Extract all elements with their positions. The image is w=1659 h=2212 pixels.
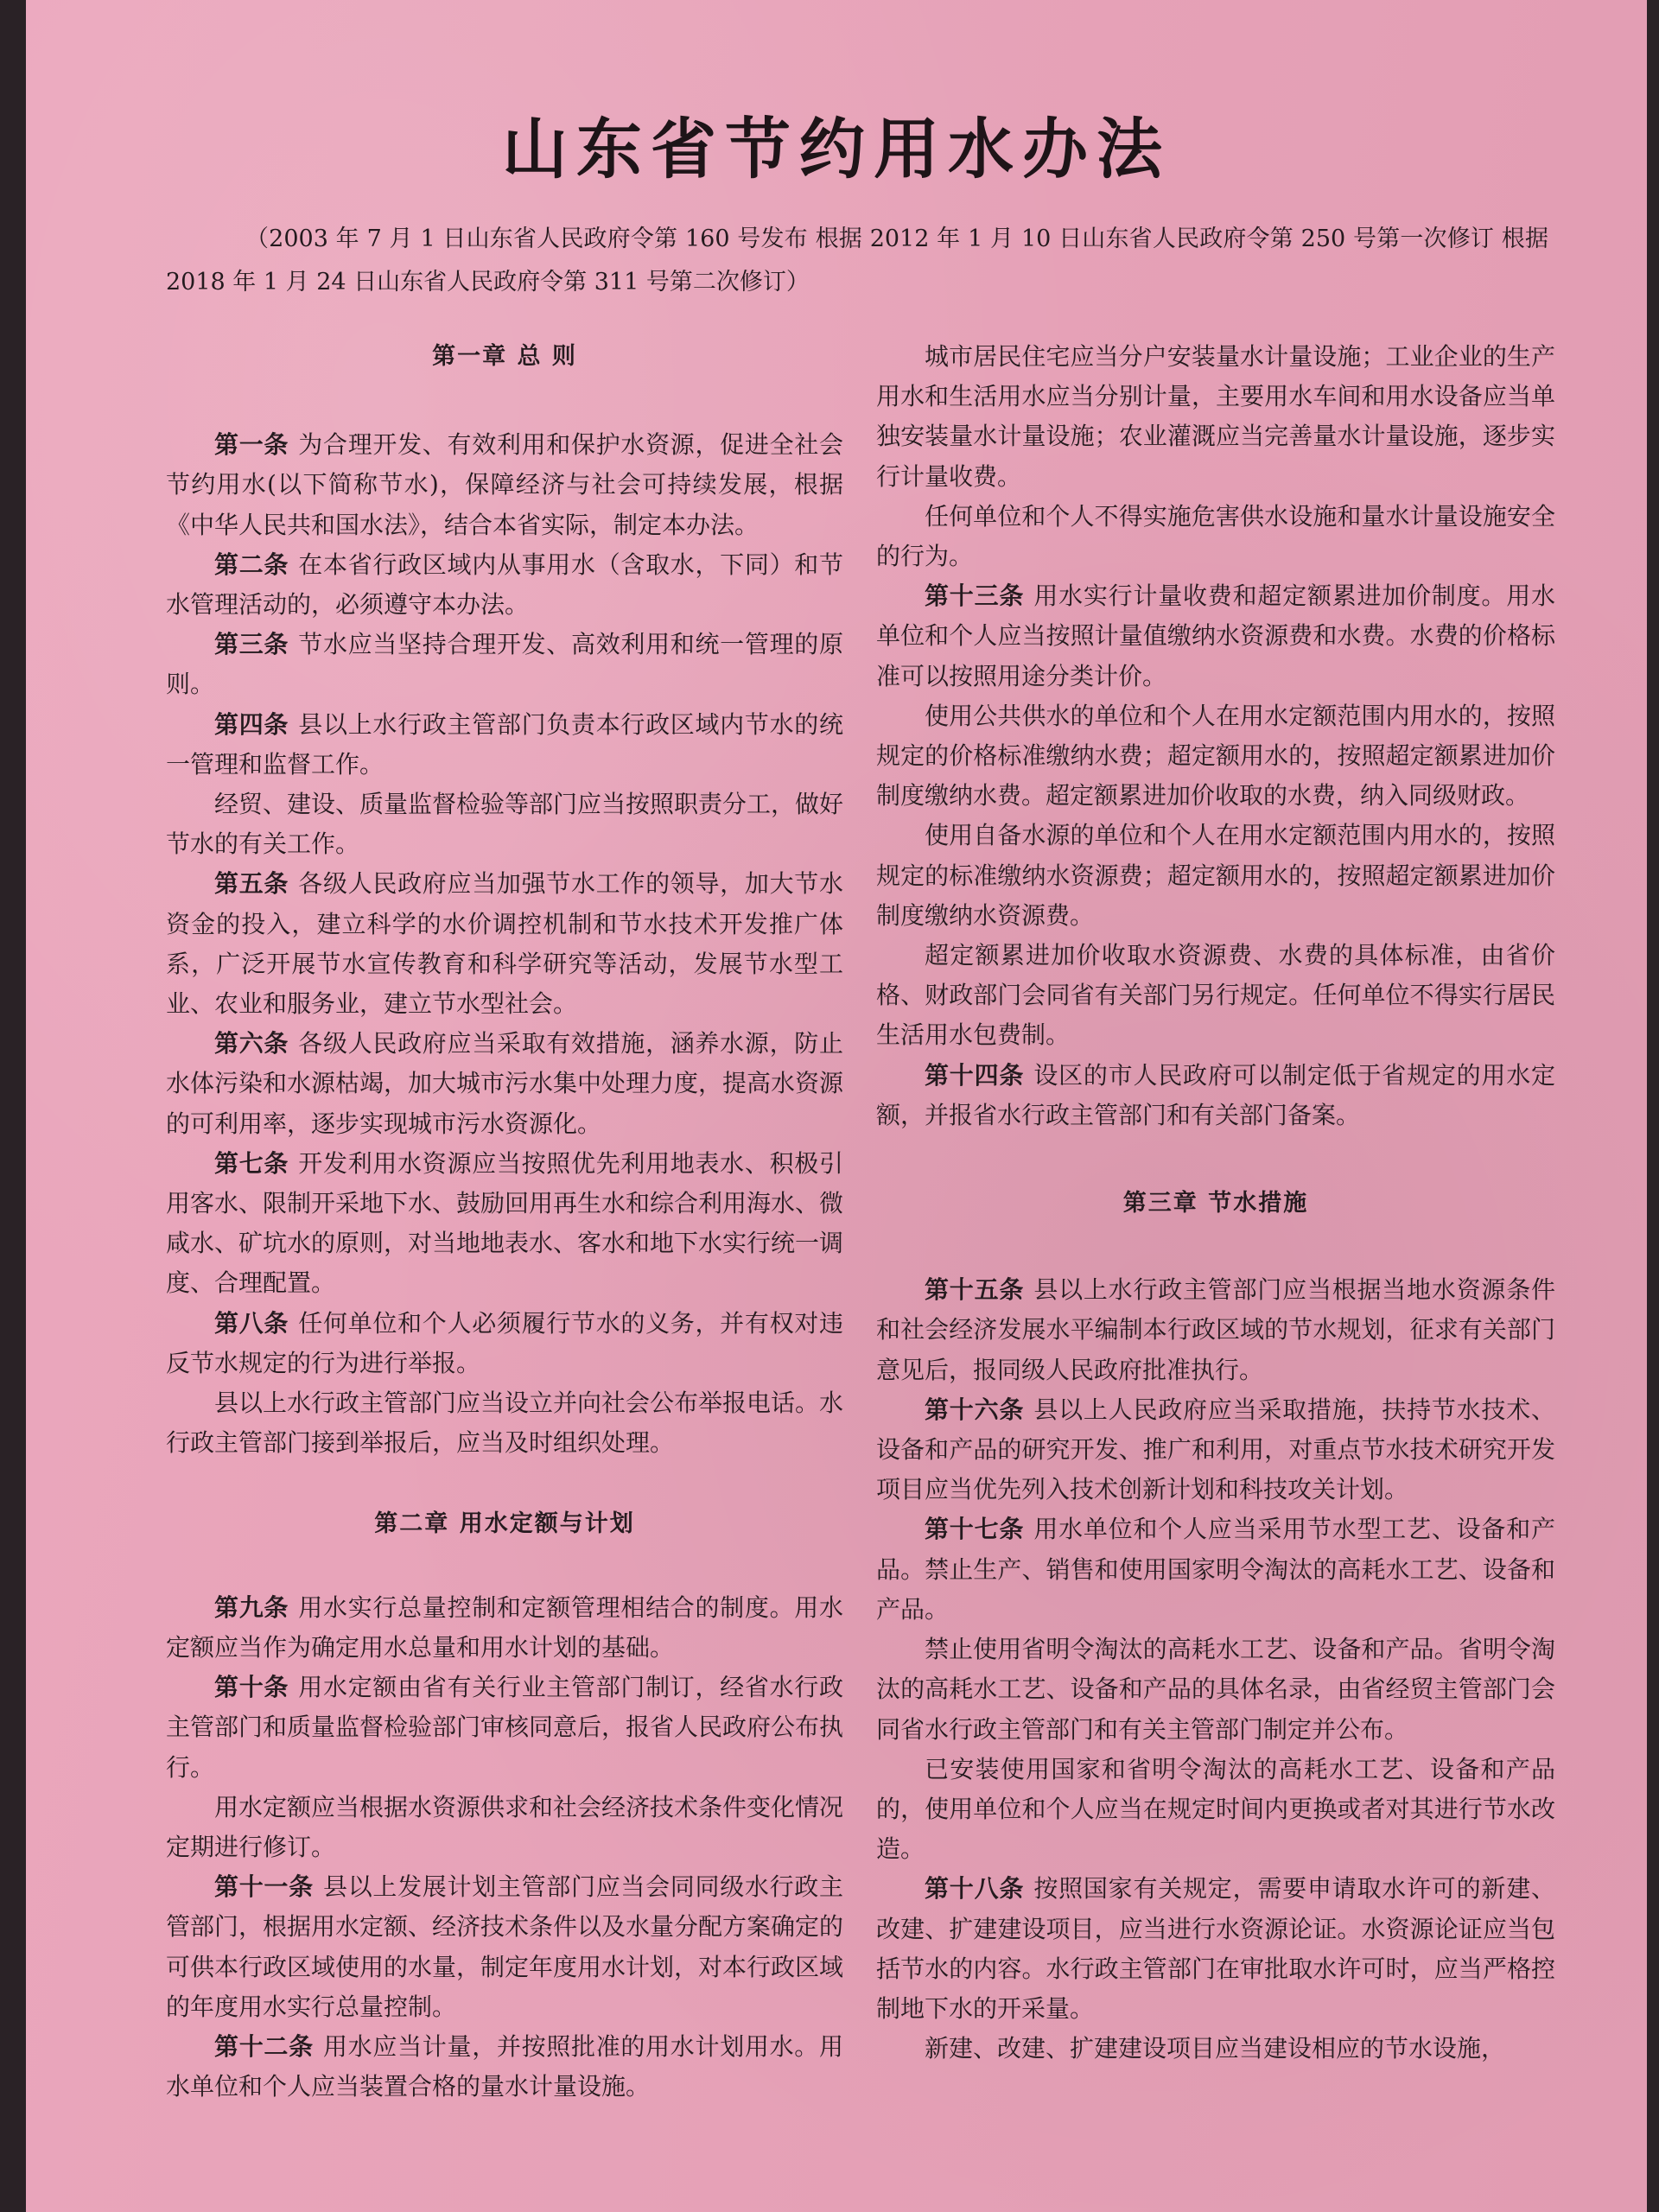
- article-paragraph: [876, 576, 1555, 696]
- continuation-paragraph: [876, 337, 1555, 497]
- article-text: 用水实行计量收费和超定额累进加价制度。用水单位和个人应当按照计量值缴纳水资源费和水费。水费的价格标准可以按照用途分类计价。: [876, 582, 1555, 690]
- article-paragraph: [166, 1144, 843, 1304]
- article-label: 第十六条: [925, 1395, 1025, 1424]
- article-label: 第一条: [214, 430, 289, 460]
- chapter-heading-2: 第二章 用水定额与计划: [374, 1510, 635, 1538]
- article-text: 超定额累进加价收取水资源费、水费的具体标准，由省价格、财政部门会同省有关部门另行规定。任何单位不得实行居民生活用水包费制。: [876, 941, 1555, 1050]
- article-text: 县以上水行政主管部门负责本行政区域内节水的统一管理和监督工作。: [166, 709, 843, 779]
- article-text: 用水定额由省有关行业主管部门制订，经省水行政主管部门和质量监督检验部门审核同意后，报省人民政府公布执行。: [166, 1673, 844, 1782]
- continuation-paragraph: [876, 816, 1555, 936]
- article-text: 经贸、建设、质量监督检验等部门应当按照职责分工，做好节水的有关工作。: [166, 790, 844, 859]
- article-text: 在本省行政区域内从事用水（含取水，下同）和节水管理活动的，必须遵守本办法。: [166, 550, 843, 620]
- article-paragraph: [166, 425, 843, 545]
- article-text: 使用公共供水的单位和个人在用水定额范围内用水的，按照规定的价格标准缴纳水费；超定额用水的，按照超定额累进加价制度缴纳水费。超定额累进加价收取的水费，纳入同级财政。: [876, 701, 1555, 810]
- article-label: 第六条: [214, 1029, 289, 1058]
- article-paragraph: [166, 1304, 843, 1383]
- continuation-paragraph: [876, 2029, 1555, 2069]
- article-text: 已安装使用国家和省明令淘汰的高耗水工艺、设备和产品的，使用单位和个人应当在规定时间内更换或者对其进行节水改造。: [876, 1754, 1555, 1864]
- article-paragraph: [166, 1867, 843, 2027]
- article-text: 节水应当坚持合理开发、高效利用和统一管理的原则。: [166, 630, 843, 699]
- continuation-paragraph: [166, 1383, 843, 1463]
- article-text: 禁止使用省明令淘汰的高耗水工艺、设备和产品。省明令淘汰的高耗水工艺、设备和产品的具体名录，由省经贸主管部门会同省水行政主管部门和有关主管部门制定并公布。: [876, 1635, 1555, 1744]
- chapter-1-articles: [166, 425, 843, 1463]
- chapter-heading-3: 第三章 节水措施: [1122, 1190, 1309, 1217]
- article-label: 第四条: [214, 709, 289, 739]
- article-paragraph: [166, 2027, 843, 2107]
- continuation-paragraph: [876, 696, 1555, 817]
- article-text: 城市居民住宅应当分户安装量水计量设施；工业企业的生产用水和生活用水应当分别计量，主要用水车间和用水设备应当单独安装量水计量设施；农业灌溉应当完善量水计量设施，逐步实行计量收费。: [876, 342, 1555, 491]
- article-text: 县以上发展计划主管部门应当会同同级水行政主管部门，根据用水定额、经济技术条件以及水量分配方案确定的可供本行政区域使用的水量，制定年度用水计划，对本行政区域的年度用水实行总量控制。: [166, 1872, 844, 2021]
- article-label: 第十条: [214, 1673, 289, 1702]
- article-text: 设区的市人民政府可以制定低于省规定的用水定额，并报省水行政主管部门和有关部门备案。: [876, 1060, 1555, 1129]
- article-text: 各级人民政府应当采取有效措施，涵养水源，防止水体污染和水源枯竭，加大城市污水集中处理力度，提高水资源的可利用率，逐步实现城市污水资源化。: [166, 1029, 844, 1138]
- article-paragraph: [876, 1270, 1555, 1390]
- continuation-paragraph: [876, 497, 1555, 576]
- article-label: 第十三条: [925, 582, 1025, 611]
- article-text: 使用自备水源的单位和个人在用水定额范围内用水的，按照规定的标准缴纳水资源费；超定额用水的，按照超定额累进加价制度缴纳水资源费。: [876, 821, 1555, 930]
- article-text: 为合理开发、有效利用和保护水资源，促进全社会节约用水(以下简称节水)，保障经济与社会可持续发展，根据《中华人民共和国水法》，结合本省实际，制定本办法。: [166, 430, 843, 539]
- article-label: 第十八条: [925, 1874, 1025, 1904]
- article-text: 用水定额应当根据水资源供求和社会经济技术条件变化情况定期进行修订。: [166, 1792, 844, 1861]
- document-title: 山东省节约用水办法: [502, 111, 1171, 188]
- article-text: 开发利用水资源应当按照优先利用地表水、积极引用客水、限制开采地下水、鼓励回用再生水和综合利用海水、微咸水、矿坑水的原则，对当地地表水、客水和地下水实行统一调度、合理配置。: [166, 1148, 844, 1298]
- article-label: 第七条: [214, 1148, 289, 1178]
- article-label: 第五条: [214, 869, 289, 899]
- continuation-paragraph: [876, 1630, 1555, 1750]
- continuation-paragraph: [876, 1750, 1555, 1870]
- article-label: 第二条: [214, 550, 289, 579]
- chapter-2-articles: [166, 1588, 843, 2107]
- article-paragraph: [166, 1024, 843, 1144]
- article-text: 县以上水行政主管部门应当根据当地水资源条件和社会经济发展水平编制本行政区域的节水规划，征求有关部门意见后，报同级人民政府批准执行。: [876, 1275, 1555, 1384]
- article-text: 县以上人民政府应当采取措施，扶持节水技术、设备和产品的研究开发、推广和利用，对重点节水技术研究开发项目应当优先列入技术创新计划和科技攻关计划。: [876, 1395, 1555, 1504]
- article-label: 第十五条: [925, 1275, 1025, 1305]
- article-paragraph: [876, 1510, 1555, 1630]
- article-paragraph: [166, 705, 843, 785]
- article-label: 第十四条: [925, 1060, 1025, 1090]
- article-text: 用水单位和个人应当采用节水型工艺、设备和产品。禁止生产、销售和使用国家明令淘汰的高耗水工艺、设备和产品。: [876, 1515, 1555, 1624]
- continuation-paragraph: [166, 1788, 843, 1867]
- article-label: 第九条: [214, 1592, 289, 1622]
- article-label: 第十七条: [925, 1515, 1025, 1544]
- article-text: 按照国家有关规定，需要申请取水许可的新建、改建、扩建建设项目，应当进行水资源论证。水资源论证应当包括节水的内容。水行政主管部门在审批取水许可时，应当严格控制地下水的开采量。: [876, 1874, 1555, 2023]
- right-column: [876, 337, 1555, 2069]
- continuation-paragraph: [876, 936, 1555, 1056]
- article-text: 新建、改建、扩建建设项目应当建设相应的节水设施，: [925, 2034, 1506, 2063]
- article-label: 第十二条: [214, 2031, 314, 2061]
- revision-note: （2003 年 7 月 1 日山东省人民政府令第 160 号发布 根据 2012 年 1 月 10 日山东省人民政府令第 250 号第一次修订 根据 2018 年 1 月 24 日山东省人民政府令第 311 号第二次修订）: [166, 226, 1548, 296]
- article-text: 用水应当计量，并按照批准的用水计划用水。用水单位和个人应当装置合格的量水计量设施。: [166, 2031, 843, 2101]
- article-paragraph: [876, 1869, 1555, 2029]
- continuation-paragraph: [166, 785, 843, 864]
- chapter-heading-1: 第一章 总 则: [432, 343, 577, 370]
- article-text: 任何单位和个人必须履行节水的义务，并有权对违反节水规定的行为进行举报。: [166, 1308, 843, 1377]
- article-label: 第十一条: [214, 1872, 314, 1902]
- article-paragraph: [166, 864, 843, 1024]
- article-paragraph: [166, 1588, 843, 1668]
- left-column: [166, 337, 843, 2107]
- chapter-3-articles: [876, 1270, 1555, 2069]
- chapter-2-articles-continued: [876, 337, 1555, 1135]
- article-paragraph: [166, 545, 843, 625]
- article-paragraph: [876, 1056, 1555, 1135]
- article-text: 县以上水行政主管部门应当设立并向社会公布举报电话。水行政主管部门接到举报后，应当及时组织处理。: [166, 1389, 844, 1458]
- article-paragraph: [166, 1668, 843, 1788]
- article-paragraph: [166, 625, 843, 704]
- article-label: 第三条: [214, 630, 289, 659]
- article-text: 用水实行总量控制和定额管理相结合的制度。用水定额应当作为确定用水总量和用水计划的基础。: [166, 1592, 843, 1662]
- article-label: 第八条: [214, 1308, 289, 1338]
- article-text: 各级人民政府应当加强节水工作的领导，加大节水资金的投入，建立科学的水价调控机制和节水技术开发推广体系，广泛开展节水宣传教育和科学研究等活动，发展节水型工业、农业和服务业，建立节水型社会。: [166, 869, 843, 1019]
- article-text: 任何单位和个人不得实施危害供水设施和量水计量设施安全的行为。: [876, 501, 1555, 571]
- article-paragraph: [876, 1390, 1555, 1510]
- document-page: [26, 0, 1647, 2212]
